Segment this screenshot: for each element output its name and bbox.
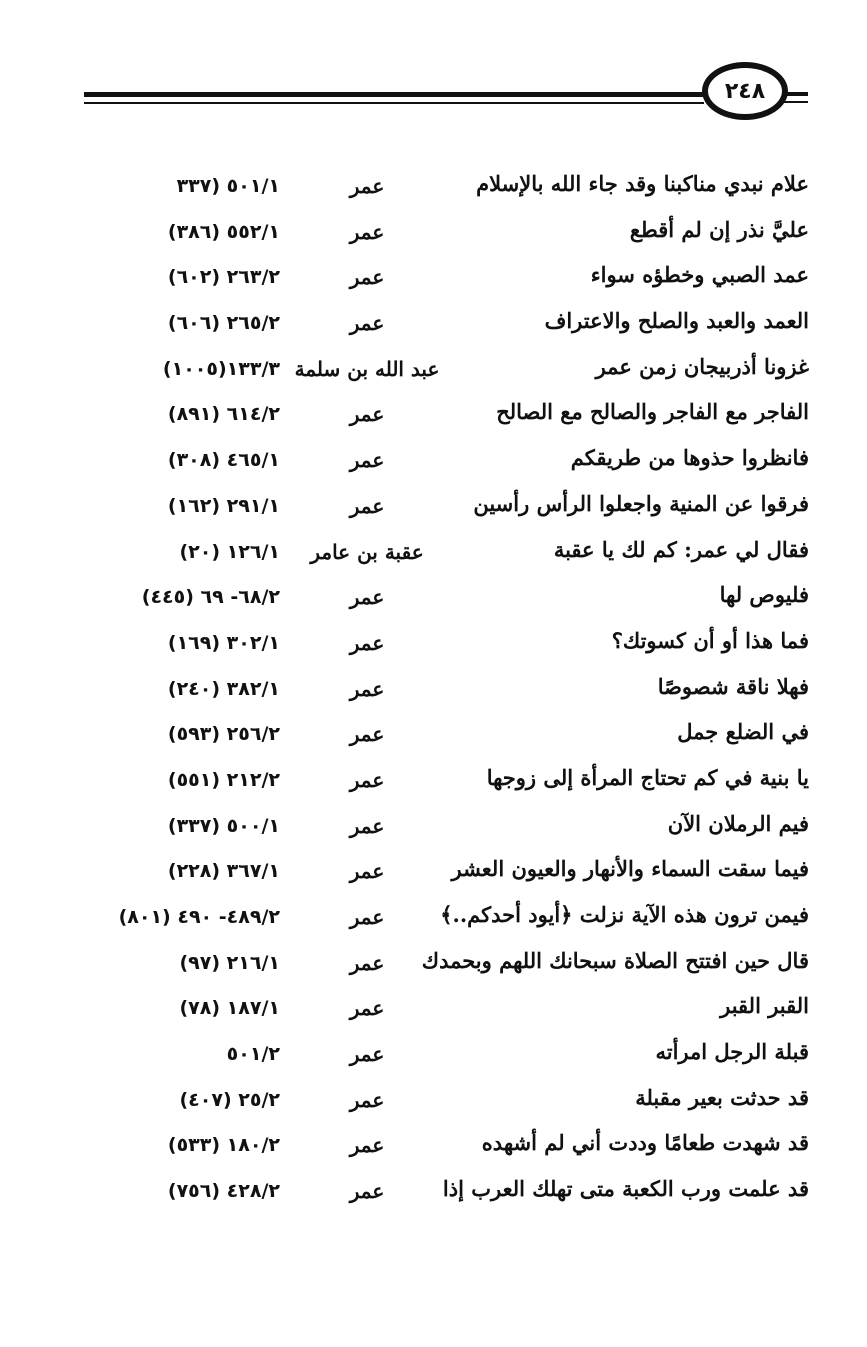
volume-page-reference: ١٨٧/١ (٧٨) <box>179 997 280 1020</box>
narrator-name: عمر <box>349 219 385 244</box>
index-row <box>0 986 867 1032</box>
volume-page-reference: ١٢٦/١ (٢٠) <box>179 540 280 563</box>
volume-page-reference: ٥٥٢/١ (٣٨٦) <box>167 220 280 243</box>
volume-page-reference: ٤٢٨/٢ (٧٥٦) <box>167 1180 280 1203</box>
narrator-name: عقبة بن عامر <box>310 539 424 564</box>
narrator-name: عمر <box>349 1133 385 1158</box>
narrator-name: عمر <box>349 311 385 336</box>
page-number: ٢٤٨ <box>724 78 766 104</box>
hadith-phrase: الفاجر مع الفاجر والصالح مع الصالح <box>496 399 809 425</box>
narrator-name: عمر <box>349 950 385 975</box>
narrator-name: عمر <box>349 585 385 610</box>
hadith-phrase: غزونا أذربيجان زمن عمر <box>595 353 809 379</box>
index-row <box>0 392 867 438</box>
volume-page-reference: ٢٩١/١ (١٦٢) <box>167 494 280 517</box>
volume-page-reference: ٢٦٥/٢ (٦٠٦) <box>167 312 280 335</box>
hadith-phrase: عليَّ نذر إن لم أقطع <box>629 216 809 242</box>
hadith-phrase: فهلا ناقة شصوصًا <box>657 673 809 699</box>
hadith-phrase: فليوص لها <box>719 582 809 608</box>
narrator-name: عمر <box>349 493 385 518</box>
index-row <box>0 164 867 210</box>
narrator-name: عمر <box>349 859 385 884</box>
narrator-name: عمر <box>349 1042 385 1067</box>
narrator-name: عمر <box>349 905 385 929</box>
page-number-oval <box>702 62 788 120</box>
narrator-name: عمر <box>349 1087 385 1112</box>
hadith-phrase: القبر القبر <box>720 993 809 1019</box>
hadith-phrase: عمد الصبي وخطؤه سواء <box>590 262 809 288</box>
index-row <box>0 849 867 895</box>
narrator-name: عمر <box>349 813 385 838</box>
volume-page-reference: ٢٥/٢ (٤٠٧) <box>179 1088 280 1111</box>
index-row <box>0 484 867 530</box>
volume-page-reference: ٢٦٣/٢ (٦٠٢) <box>167 266 280 289</box>
hadith-phrase: فيمن ترون هذه الآية نزلت ﴿أيود أحدكم..﴾ <box>440 902 809 927</box>
narrator-name: عمر <box>349 174 385 198</box>
narrator-name: عمر <box>349 996 385 1021</box>
hadith-phrase: يا بنية في كم تحتاج المرأة إلى زوجها <box>486 764 809 790</box>
volume-page-reference: ٢١٦/١ (٩٧) <box>179 951 280 974</box>
index-row <box>0 1169 867 1215</box>
volume-page-reference: ٣٨٢/١ (٢٤٠) <box>167 677 280 700</box>
index-row <box>0 804 867 850</box>
hadith-phrase: فيما سقت السماء والأنهار والعيون العشر <box>451 856 809 882</box>
narrator-name: عبد الله بن سلمة <box>294 356 440 381</box>
index-row <box>0 301 867 347</box>
hadith-phrase: فانظروا حذوها من طريقكم <box>570 445 809 471</box>
index-row <box>0 941 867 987</box>
volume-page-reference: ٦٨/٢- ٦٩ (٤٤٥) <box>141 586 280 609</box>
narrator-name: عمر <box>349 630 385 655</box>
index-row <box>0 530 867 576</box>
index-list <box>0 164 867 1215</box>
hadith-phrase: فيم الرملان الآن <box>667 810 809 836</box>
index-row <box>0 621 867 667</box>
index-row <box>0 438 867 484</box>
hadith-phrase: العمد والعبد والصلح والاعتراف <box>544 308 809 334</box>
narrator-name: عمر <box>349 448 385 473</box>
volume-page-reference: ٣٠٢/١ (١٦٩) <box>167 631 280 654</box>
index-row <box>0 210 867 256</box>
narrator-name: عمر <box>349 265 385 290</box>
volume-page-reference: ٤٨٩/٢- ٤٩٠ (٨٠١) <box>118 906 280 928</box>
volume-page-reference: ٣٦٧/١ (٢٢٨) <box>167 860 280 883</box>
volume-page-reference: ١٣٣/٣(١٠٠٥) <box>162 357 280 380</box>
volume-page-reference: ٥٠٠/١ (٣٣٧) <box>167 814 280 837</box>
index-row <box>0 1123 867 1169</box>
index-row <box>0 1078 867 1124</box>
narrator-name: عمر <box>349 1179 385 1204</box>
hadith-phrase: قد شهدت طعامًا وددت أني لم أشهده <box>481 1130 809 1156</box>
hadith-phrase: فرقوا عن المنية واجعلوا الرأس رأسين <box>473 490 809 516</box>
volume-page-reference: ٦١٤/٢ (٨٩١) <box>167 403 280 426</box>
hadith-phrase: في الضلع جمل <box>677 719 809 745</box>
index-row <box>0 895 867 941</box>
narrator-name: عمر <box>349 767 385 792</box>
narrator-name: عمر <box>349 676 385 701</box>
hadith-phrase: علام نبدي مناكبنا وقد جاء الله بالإسلام <box>476 171 809 196</box>
hadith-phrase: قد حدثت بعير مقبلة <box>635 1084 809 1110</box>
index-row <box>0 712 867 758</box>
volume-page-reference: ٥٠١/٢ <box>226 1043 280 1066</box>
index-row <box>0 255 867 301</box>
volume-page-reference: ٤٦٥/١ (٣٠٨) <box>167 449 280 472</box>
index-row <box>0 1032 867 1078</box>
hadith-phrase: فقال لي عمر: كم لك يا عقبة <box>553 536 809 562</box>
hadith-phrase: قد علمت ورب الكعبة متى تهلك العرب إذا <box>442 1176 809 1202</box>
header-rule-thin <box>84 102 704 104</box>
index-row <box>0 347 867 393</box>
hadith-phrase: فما هذا أو أن كسوتك؟ <box>611 627 809 653</box>
header-rule-thick <box>84 92 704 97</box>
volume-page-reference: ٢٥٦/٢ (٥٩٣) <box>167 723 280 746</box>
page-header <box>84 62 804 128</box>
index-row <box>0 758 867 804</box>
header-rule-right-thin <box>784 101 808 103</box>
index-row <box>0 575 867 621</box>
hadith-phrase: قبلة الرجل امرأته <box>655 1039 809 1065</box>
volume-page-reference: ٥٠١/١ (٣٣٧ <box>176 175 280 197</box>
narrator-name: عمر <box>349 402 385 427</box>
volume-page-reference: ١٨٠/٢ (٥٣٣) <box>167 1134 280 1157</box>
volume-page-reference: ٢١٢/٢ (٥٥١) <box>167 768 280 791</box>
hadith-phrase: قال حين افتتح الصلاة سبحانك اللهم وبحمدك <box>421 947 809 973</box>
narrator-name: عمر <box>349 722 385 747</box>
index-row <box>0 667 867 713</box>
